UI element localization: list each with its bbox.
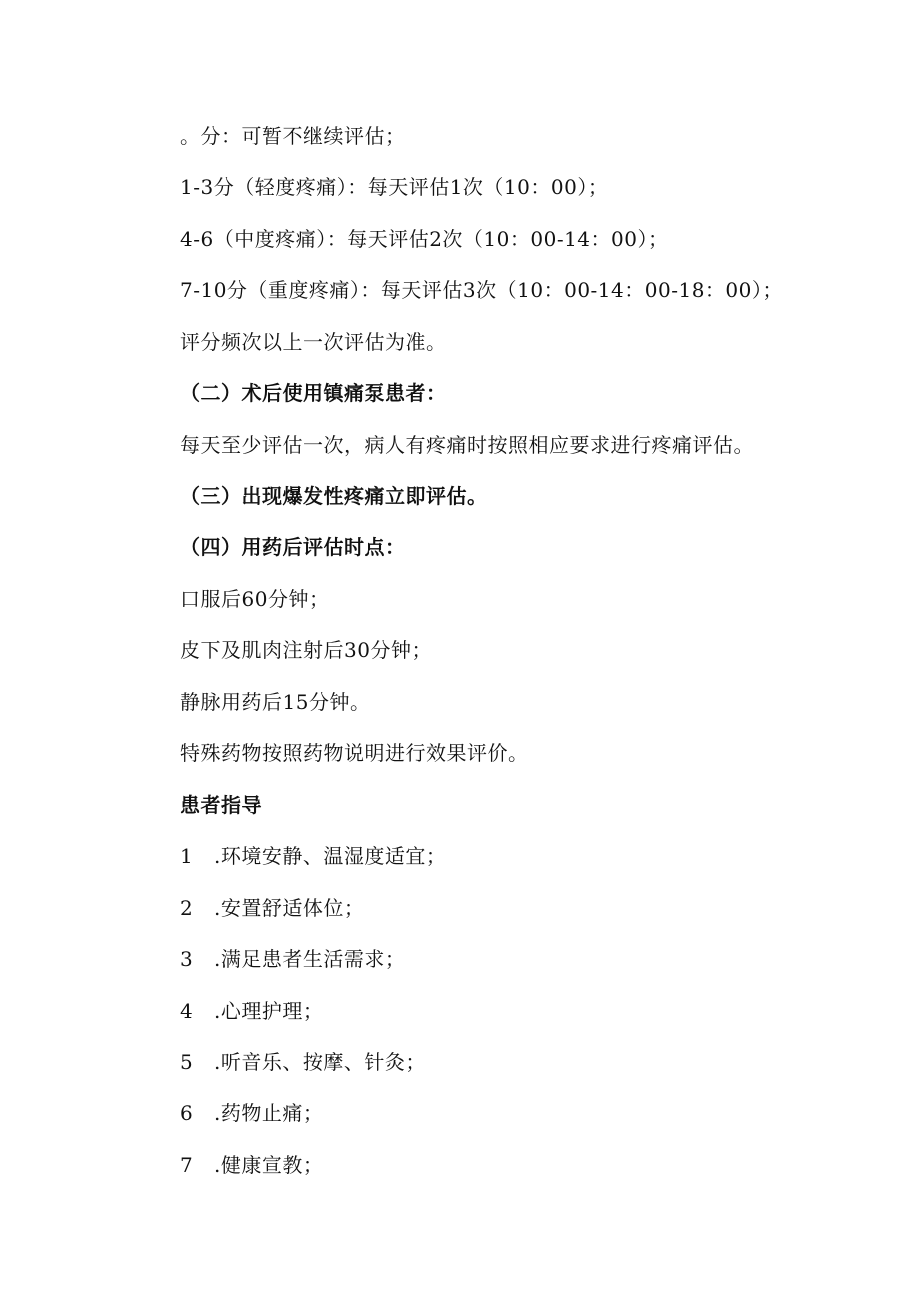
paragraph-moderate-pain: 4-6（中度疼痛）：每天评估2次（10：00-14：00）；: [180, 227, 669, 251]
list-item: [180, 945, 405, 973]
paragraph-oral-timing: 口服后60分钟；: [180, 587, 330, 611]
list-item-text: .听音乐、按摩、针灸；: [214, 1050, 426, 1074]
paragraph-iv-timing: 静脉用药后15分钟。: [180, 690, 371, 714]
list-item-text: .健康宣教；: [214, 1153, 324, 1177]
list-item-text: .药物止痛；: [214, 1101, 324, 1125]
list-item: [180, 894, 364, 922]
paragraph-daily-assessment: 每天至少评估一次，病人有疼痛时按照相应要求进行疼痛评估。: [180, 433, 754, 457]
heading-section-four: （四）用药后评估时点：: [180, 535, 406, 559]
paragraph-injection-timing: 皮下及肌肉注射后30分钟；: [180, 638, 432, 662]
list-item-number: 5: [180, 1050, 194, 1074]
list-item-number: 2: [180, 896, 194, 920]
list-item-text: .环境安静、温湿度适宜；: [214, 844, 447, 868]
list-item: [180, 1151, 323, 1179]
list-item: [180, 842, 446, 870]
list-item-number: 1: [180, 844, 194, 868]
paragraph-severe-pain: 7-10分（重度疼痛）：每天评估3次（10：00-14：00-18：00）；: [180, 278, 783, 302]
heading-section-three: （三）出现爆发性疼痛立即评估。: [180, 484, 488, 508]
list-item-number: 4: [180, 999, 194, 1023]
heading-section-two: （二）术后使用镇痛泵患者：: [180, 381, 447, 405]
list-item-text: .满足患者生活需求；: [214, 947, 406, 971]
list-item-number: 6: [180, 1101, 194, 1125]
paragraph-mild-pain: 1-3分（轻度疼痛）：每天评估1次（10：00）；: [180, 175, 609, 199]
list-item: [180, 1048, 426, 1076]
list-item-number: 7: [180, 1153, 194, 1177]
list-item: [180, 997, 323, 1025]
list-item: [180, 1099, 323, 1127]
paragraph-frequency-note: 评分频次以上一次评估为准。: [180, 330, 447, 354]
list-item-text: .心理护理；: [214, 999, 324, 1023]
paragraph-score-zero: 。分：可暂不继续评估；: [180, 124, 406, 148]
paragraph-special-drugs: 特殊药物按照药物说明进行效果评价。: [180, 741, 529, 765]
heading-patient-guidance: 患者指导: [180, 793, 262, 817]
list-item-text: .安置舒适体位；: [214, 896, 365, 920]
list-item-number: 3: [180, 947, 194, 971]
